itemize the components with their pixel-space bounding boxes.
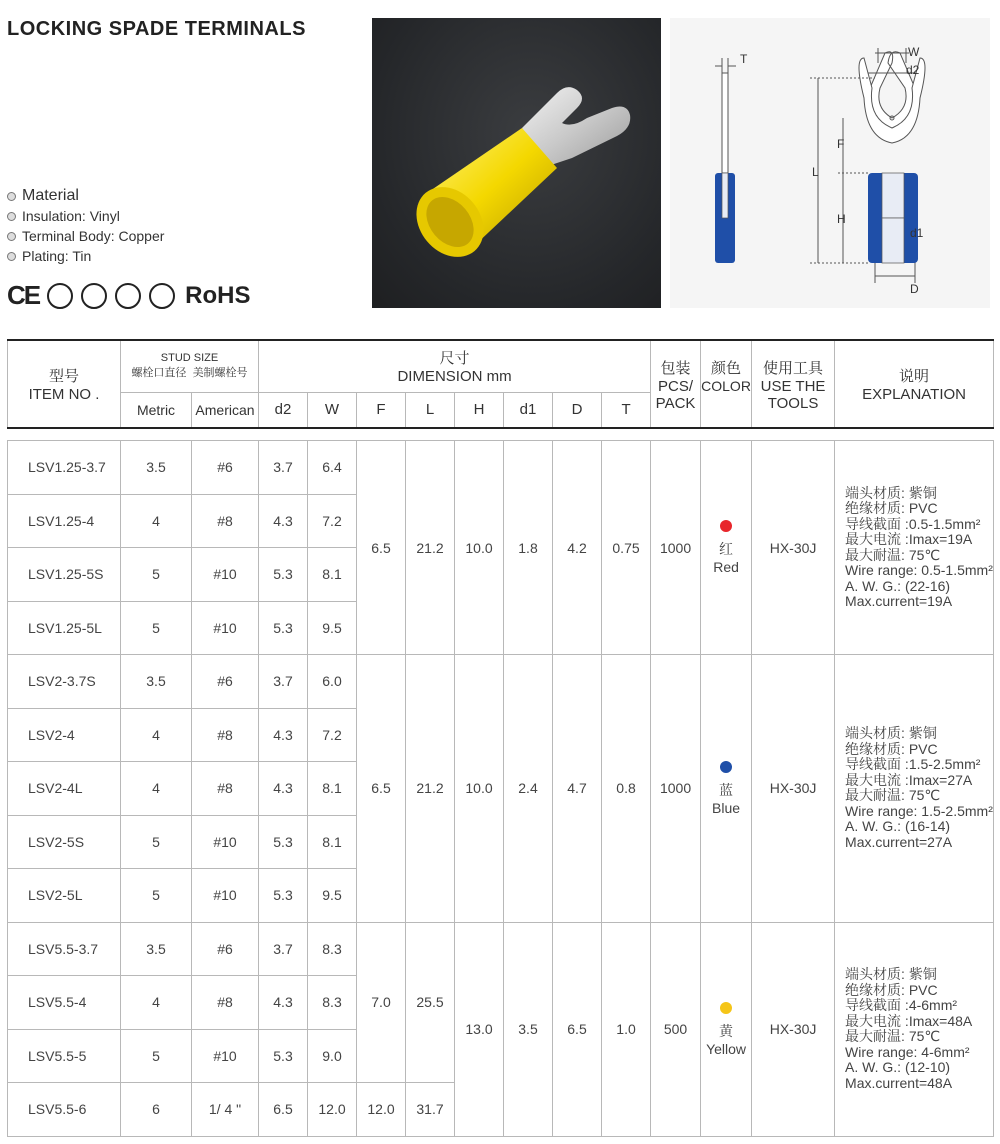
explanation-line: 绝缘材质: PVC <box>845 500 938 516</box>
cell-l: 21.2 <box>406 655 455 923</box>
drawing-label-w: W <box>908 45 920 59</box>
cell-american: #10 <box>192 548 259 602</box>
header-h: H <box>455 392 504 428</box>
explanation-line: 端头材质: 紫铜 <box>845 725 937 742</box>
cell-color <box>701 441 752 655</box>
header-f: F <box>357 392 406 428</box>
cell-d2: 5.3 <box>259 869 308 923</box>
header-dim-cn: 尺寸 <box>439 350 470 368</box>
cell-american: #6 <box>192 922 259 976</box>
header-pack-en2: PACK <box>655 394 696 412</box>
color-cn: 蓝 <box>719 781 734 798</box>
cell-d2: 4.3 <box>259 494 308 548</box>
cell-l: 31.7 <box>406 1083 455 1137</box>
explanation-line: A. W. G.: (16-14) <box>845 818 951 835</box>
material-heading <box>7 187 79 205</box>
page-title: LOCKING SPADE TERMINALS <box>7 18 306 40</box>
cell-item: LSV2-3.7S <box>8 655 121 709</box>
cell-american: #8 <box>192 494 259 548</box>
cell-item: LSV5.5-6 <box>8 1083 121 1137</box>
cell-f: 7.0 <box>357 922 406 1083</box>
cell-color <box>701 655 752 923</box>
cell-item: LSV5.5-5 <box>8 1029 121 1083</box>
cell-item: LSV5.5-4 <box>8 976 121 1030</box>
cell-d1: 2.4 <box>504 655 553 923</box>
color-en: Yellow <box>706 1040 747 1057</box>
drawing-label-d: D <box>910 282 919 296</box>
cell-metric: 4 <box>121 494 192 548</box>
explanation-line: 最大耐温: 75℃ <box>845 787 941 804</box>
cell-d1: 3.5 <box>504 922 553 1136</box>
header-l: L <box>406 392 455 428</box>
cell-d: 4.7 <box>553 655 602 923</box>
cell-metric: 5 <box>121 548 192 602</box>
header-dim-en: DIMENSION mm <box>397 368 512 386</box>
explanation-line: 最大耐温: 75℃ <box>845 1028 941 1044</box>
material-item <box>7 228 164 244</box>
header-d2: d2 <box>259 392 308 428</box>
cell-d2: 5.3 <box>259 601 308 655</box>
rohs-mark: RoHS <box>185 281 251 309</box>
color-en: Red <box>713 559 739 575</box>
header-american: American <box>192 392 259 428</box>
cell-pack: 1000 <box>651 441 701 655</box>
cell-w: 8.3 <box>308 922 357 976</box>
header-pack-cn: 包装 <box>660 359 691 377</box>
header-stud-american-cn: 美制螺栓号 <box>192 367 248 380</box>
cell-d2: 3.7 <box>259 441 308 495</box>
explanation-line: 端头材质: 紫铜 <box>845 966 937 982</box>
header-item <box>8 340 121 428</box>
ukas-seal-icon <box>115 283 141 309</box>
cell-american: #6 <box>192 655 259 709</box>
material-item-label: Insulation: Vinyl <box>22 208 120 224</box>
cell-american: #8 <box>192 976 259 1030</box>
dimension-drawing <box>670 18 990 308</box>
header-item-cn: 型号 <box>48 368 79 385</box>
explanation-line: Max.current=19A <box>845 593 953 609</box>
header-d1: d1 <box>504 392 553 428</box>
sgs-seal-icon <box>149 283 175 309</box>
drawing-label-l: L <box>812 165 819 179</box>
explanation-line: 导线截面 :4-6mm² <box>845 997 958 1013</box>
cell-metric: 4 <box>121 976 192 1030</box>
spade-terminal-image <box>372 18 661 308</box>
cell-h: 10.0 <box>455 441 504 655</box>
cell-w: 8.1 <box>308 815 357 869</box>
cell-w: 9.0 <box>308 1029 357 1083</box>
cell-metric: 3.5 <box>121 922 192 976</box>
cell-t: 1.0 <box>602 922 651 1136</box>
ccc-seal-icon <box>81 283 107 309</box>
cell-american: #8 <box>192 708 259 762</box>
explanation-line: 绝缘材质: PVC <box>845 981 938 998</box>
cell-w: 9.5 <box>308 601 357 655</box>
cell-american: #10 <box>192 1029 259 1083</box>
cell-explanation <box>835 655 994 923</box>
explanation-line: 导线截面 :1.5-2.5mm² <box>845 756 981 773</box>
cell-d2: 4.3 <box>259 762 308 816</box>
drawing-label-d2: d2 <box>906 63 920 77</box>
color-en: Blue <box>712 799 741 816</box>
cell-d2: 6.5 <box>259 1083 308 1137</box>
material-item <box>7 248 91 264</box>
header-t: T <box>602 392 651 428</box>
cell-metric: 5 <box>121 869 192 923</box>
header-dimension <box>259 340 651 392</box>
cell-d2: 4.3 <box>259 708 308 762</box>
certification-logos <box>7 280 250 311</box>
cell-l: 25.5 <box>406 922 455 1083</box>
header-color <box>701 340 752 428</box>
header-pack <box>651 340 701 428</box>
explanation-line: 最大电流 :Imax=27A <box>845 771 973 788</box>
explanation-line: A. W. G.: (22-16) <box>845 577 951 594</box>
cell-item: LSV1.25-3.7 <box>8 441 121 495</box>
cell-color <box>701 922 752 1136</box>
cell-t: 0.75 <box>602 441 651 655</box>
color-cn: 红 <box>719 541 734 557</box>
cell-metric: 6 <box>121 1083 192 1137</box>
cell-metric: 5 <box>121 815 192 869</box>
cell-w: 8.3 <box>308 976 357 1030</box>
color-cn: 黄 <box>719 1022 734 1039</box>
header-stud-size <box>121 340 259 392</box>
cell-d1: 1.8 <box>504 441 553 655</box>
explanation-line: 最大电流 :Imax=19A <box>845 531 973 547</box>
cell-f: 12.0 <box>357 1083 406 1137</box>
cell-d2: 3.7 <box>259 655 308 709</box>
explanation-line: 最大电流 :Imax=48A <box>845 1012 973 1029</box>
explanation-line: 端头材质: 紫铜 <box>845 484 937 501</box>
color-dot-icon <box>720 1002 732 1014</box>
cell-item: LSV1.25-5S <box>8 548 121 602</box>
drawing-label-t: T <box>740 52 748 66</box>
table-header <box>8 340 994 441</box>
explanation-line: A. W. G.: (12-10) <box>845 1059 951 1075</box>
bullet-icon <box>7 212 16 221</box>
cell-american: 1/ 4 " <box>192 1083 259 1137</box>
cell-d2: 3.7 <box>259 922 308 976</box>
bullet-icon <box>7 252 16 261</box>
explanation-line: 导线截面 :0.5-1.5mm² <box>845 515 981 532</box>
bullet-icon <box>7 192 16 201</box>
explanation-line: Max.current=48A <box>845 1074 953 1091</box>
cell-american: #10 <box>192 601 259 655</box>
cell-pack: 1000 <box>651 655 701 923</box>
header-divider <box>8 428 994 441</box>
cell-pack: 500 <box>651 922 701 1136</box>
header-color-cn: 颜色 <box>711 359 742 377</box>
cell-metric: 5 <box>121 601 192 655</box>
cell-tool: HX-30J <box>752 922 835 1136</box>
cell-w: 7.2 <box>308 708 357 762</box>
cell-w: 8.1 <box>308 762 357 816</box>
cell-w: 8.1 <box>308 548 357 602</box>
cell-w: 7.2 <box>308 494 357 548</box>
header-tool-cn: 使用工具 <box>763 359 824 377</box>
specification-table <box>7 339 994 1137</box>
cell-d2: 5.3 <box>259 815 308 869</box>
cell-item: LSV5.5-3.7 <box>8 922 121 976</box>
cell-d2: 4.3 <box>259 976 308 1030</box>
header-tool-en2: TOOLS <box>767 394 819 412</box>
cell-w: 9.5 <box>308 869 357 923</box>
explanation-line: 最大耐温: 75℃ <box>845 546 941 563</box>
cell-d: 4.2 <box>553 441 602 655</box>
table-row <box>8 655 994 709</box>
color-dot-icon <box>720 761 732 773</box>
cell-f: 6.5 <box>357 441 406 655</box>
explanation-line: 绝缘材质: PVC <box>845 740 938 757</box>
cert-seal-icon <box>47 283 73 309</box>
drawing-label-f: F <box>837 137 845 151</box>
cell-d2: 5.3 <box>259 548 308 602</box>
header-expl-cn: 说明 <box>899 368 930 385</box>
cell-w: 6.4 <box>308 441 357 495</box>
header-stud-en: STUD SIZE <box>160 352 219 365</box>
cell-item: LSV1.25-5L <box>8 601 121 655</box>
table-body <box>8 441 994 1137</box>
cell-metric: 4 <box>121 708 192 762</box>
material-item-label: Plating: Tin <box>22 248 92 264</box>
cell-tool: HX-30J <box>752 655 835 923</box>
header-tools <box>752 340 835 428</box>
header-metric: Metric <box>121 392 192 428</box>
cell-f: 6.5 <box>357 655 406 923</box>
cell-item: LSV2-5S <box>8 815 121 869</box>
cell-t: 0.8 <box>602 655 651 923</box>
cell-american: #8 <box>192 762 259 816</box>
material-heading-label: Material <box>22 187 79 204</box>
terminal-dimension-diagram <box>670 18 990 308</box>
cell-w: 6.0 <box>308 655 357 709</box>
cell-american: #10 <box>192 815 259 869</box>
cell-item: LSV2-4 <box>8 708 121 762</box>
header-stud-metric-cn: 螺栓口直径 <box>131 367 187 380</box>
drawing-label-d1: d1 <box>910 226 924 240</box>
bullet-icon <box>7 232 16 241</box>
cell-h: 10.0 <box>455 655 504 923</box>
header-w: W <box>308 392 357 428</box>
cell-d: 6.5 <box>553 922 602 1136</box>
cell-metric: 3.5 <box>121 441 192 495</box>
cell-metric: 5 <box>121 1029 192 1083</box>
header-expl-en: EXPLANATION <box>862 386 966 403</box>
cell-explanation <box>835 441 994 655</box>
cell-item: LSV2-5L <box>8 869 121 923</box>
header-d: D <box>553 392 602 428</box>
material-item <box>7 208 120 224</box>
header-item-en: ITEM NO . <box>28 386 100 403</box>
color-dot-icon <box>720 520 732 532</box>
cell-item: LSV2-4L <box>8 762 121 816</box>
cell-american: #6 <box>192 441 259 495</box>
ce-mark-icon: CE <box>7 280 40 310</box>
header-explanation <box>835 340 994 428</box>
cell-item: LSV1.25-4 <box>8 494 121 548</box>
header-tool-en1: USE THE <box>760 377 826 395</box>
cell-metric: 4 <box>121 762 192 816</box>
header-color-en: COLOR <box>701 377 751 394</box>
cell-metric: 3.5 <box>121 655 192 709</box>
cell-w: 12.0 <box>308 1083 357 1137</box>
product-photo <box>372 18 661 308</box>
explanation-line: Wire range: 4-6mm² <box>845 1043 970 1060</box>
cell-d2: 5.3 <box>259 1029 308 1083</box>
cell-american: #10 <box>192 869 259 923</box>
cell-l: 21.2 <box>406 441 455 655</box>
cell-h: 13.0 <box>455 922 504 1136</box>
explanation-line: Max.current=27A <box>845 833 953 850</box>
explanation-line: Wire range: 1.5-2.5mm² <box>845 802 993 819</box>
header-pack-en1: PCS/ <box>658 377 694 395</box>
material-item-label: Terminal Body: Copper <box>22 228 165 244</box>
cell-explanation <box>835 922 994 1136</box>
explanation-line: Wire range: 0.5-1.5mm² <box>845 562 993 578</box>
table-row <box>8 441 994 495</box>
cell-tool: HX-30J <box>752 441 835 655</box>
drawing-label-h: H <box>837 212 846 226</box>
table-row <box>8 922 994 976</box>
